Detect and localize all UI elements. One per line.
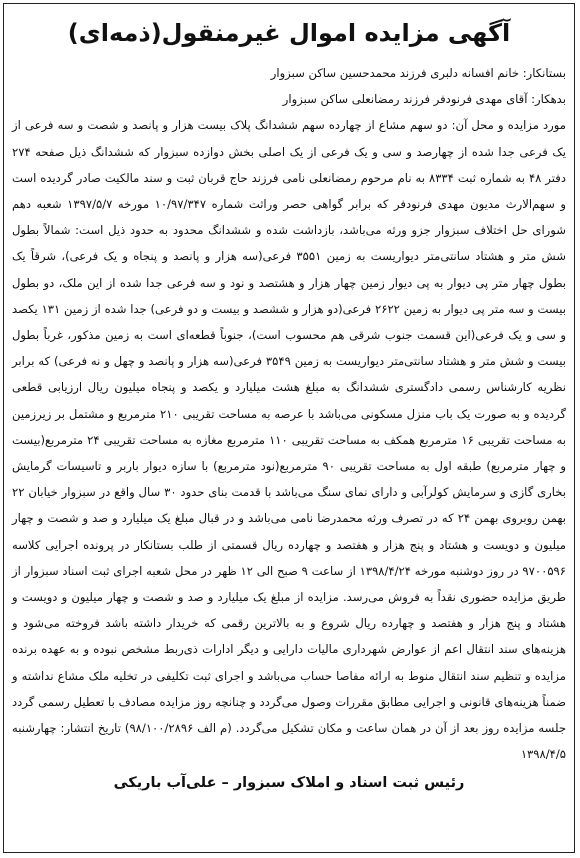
creditor-line: بستانکار: خانم افسانه دلبری فرزند محمدحسین ساکن سبزوار <box>270 66 566 80</box>
debtor-line: بدهکار: آقای مهدی فرنودفر فرزند رمضانعلی ساکن سبزوار <box>282 92 566 107</box>
notice-main-text: مورد مزایده و محل آن: دو سهم مشاع از چهارده سهم ششدانگ پلاک بیست هزار و پانصد و شصت و سه فرعی از یک فرعی جدا شده از چهارصد و سی و یک فرعی از یک اصلی بخش دوازده سبزوار که ششدانگ ذیل صفحه ۲۷۴ دفتر ۴۸ به شماره ثبت ۸۳۳۴ به نام مرحوم رمضانعلی نامی فرزند حاج قربان ثبت و سند مالکیت صادر گردیده است و سهم‌الارث مدیون مهدی فرنودفر که برابر گواهی حصر وراثت شماره ۱۰/۹۷/۳۴۷ مورخه ۱۳۹۷/۵/۷ شعبه دهم شورای حل اختلاف سبزوار جزو ورثه می‌باشد، بازداشت شده و ششدانگ محدود به حدود ذیل است: شمالاً بطول شش متر و هشتاد سانتی‌متر دیواریست به زمین ۳۵۵۱ فرعی(سه هزار و پانصد و پنجاه و یک فرعی)، شرقاً یک بطول چهار متر پی دیوار به پی دیوار زمین چهار هزار و هشتصد و نود و سه فرعی جدا شده از این ملک، دو بطول بیست و سه متر پی دیوار به زمین ۲۶۲۲ فرعی(دو هزار و ششصد و بیست و دو فرعی) جدا شده از زمین ۱۳۱ یکصد و سی و یک فرعی(این قسمت جنوب شرقی هم محسوب است)، جنوباً قطعه‌ای است به زمین مذکور، غرباً بطول بیست و شش متر و هشتاد سانتی‌متر دیواریست به زمین ۳۵۴۹ فرعی(سه هزار و پانصد و چهل و نه فرعی) که برابر نظریه کارشناس رسمی دادگستری ششدانگ به مبلغ هشت میلیارد و یکصد و پنجاه میلیون ریال ارزیابی قطعی گردیده و به صورت یک باب منزل مسکونی می‌باشد با عرصه به مساحت تقریبی ۲۱۰ مترمربع و مشتمل بر زیرزمین به مساحت تقریبی ۱۶ مترمربع همکف به مساحت تقریبی ۱۱۰ مترمربع مغازه به مساحت تقریبی ۲۴ مترمربع(بیست و چهار مترمربع) طبقه اول به مساحت تقریبی ۹۰ مترمربع(نود مترمربع) با سازه دیوار باربر و تاسیسات گرمایش بخاری گازی و سرمایش کولرآبی و دارای نمای سنگ می‌باشد با قدمت بنای حدود ۳۰ سال واقع در سبزوار خیابان ۲۲ بهمن روبروی بهمن ۲۴ که در تصرف ورثه محمدرضا نامی می‌باشد و در قبال مبلغ یک میلیارد و صد و شصت و چهار میلیون و دویست و هشتاد و پنج هزار و هفتصد و چهارده ریال قسمتی از طلب بستانکار در پرونده اجرایی کلاسه ۹۷۰۰۵۹۶ در روز دوشنبه مورخه ۱۳۹۸/۴/۲۴ از ساعت ۹ صبح الی ۱۲ ظهر در محل شعبه اجرای ثبت اسناد سبزوار از طریق مزایده حضوری نقداً به فروش می‌رسد. مزایده از مبلغ یک میلیارد و صد و شصت و چهار میلیون و دویست و هشتاد و پنج هزار و هفتصد و چهارده ریال شروع و به بالاترین رقمی که خریدار داشته باشد فروخته می‌شود و هزینه‌های سند انتقال اعم از عوارض شهرداری مالیات دارایی و دیگر ادارات ذی‌ربط مشخص نبوده و به عهده برنده مزایده و تنظیم سند انتقال منوط به ارائه مفاصا حساب می‌باشد و اجرای ثبت تکلیفی در تخلیه ملک مشاع نداشته و ضمناً هزینه‌های قانونی و اجرایی مطابق مقررات وصول می‌گردد و چنانچه روز مزایده مصادف با تعطیل رسمی گردد جلسه مزایده روز بعد از آن در همان ساعت و مکان تشکیل می‌گردد. (م الف ۹۸/۱۰۰/۲۸۹۶) <box>12 118 567 736</box>
notice-frame <box>3 3 575 853</box>
notice-text <box>12 112 566 767</box>
publish-date: تاریخ انتشار: چهارشنبه ۱۳۹۸/۴/۵ <box>12 721 566 762</box>
notice-signature: رئیس ثبت اسناد و املاک سبزوار – علی‌آب باریکی <box>113 775 465 792</box>
notice-body <box>4 60 574 767</box>
notice-title: آگهی مزایده اموال غیرمنقول(ذمه‌ای) <box>67 19 511 47</box>
